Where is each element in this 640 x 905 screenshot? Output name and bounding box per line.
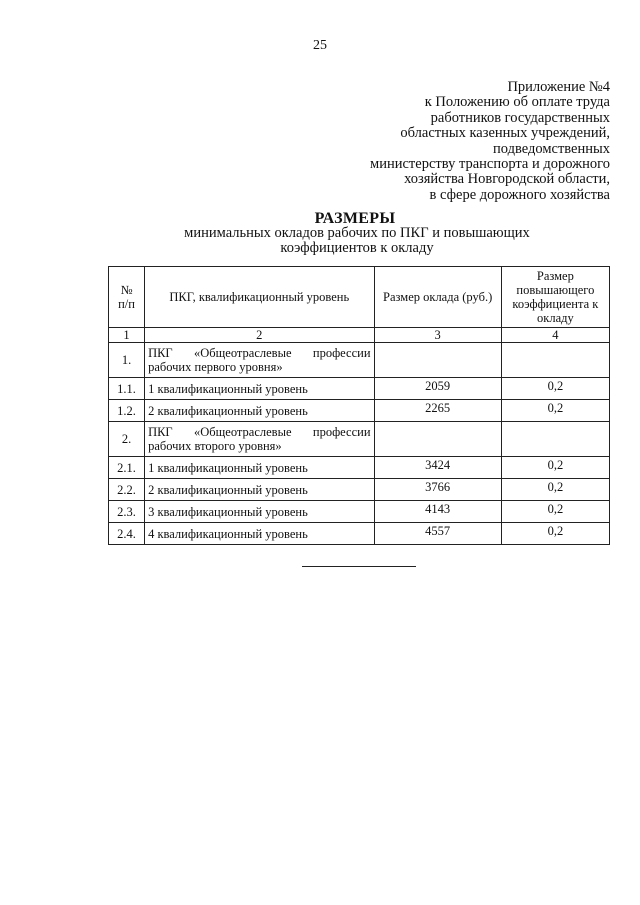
- salary-table: [108, 266, 610, 545]
- header-coef-line: Размер: [536, 269, 574, 283]
- group-name-line: ПКГ «Общеотраслевые профессии: [148, 425, 371, 439]
- column-index: 4: [501, 328, 609, 343]
- page-number: 25: [313, 38, 327, 53]
- table-row: [109, 378, 610, 400]
- group-name: [145, 343, 374, 378]
- footer-divider: [302, 566, 416, 567]
- column-index: 3: [374, 328, 501, 343]
- row-num: 2.1.: [109, 457, 145, 479]
- row-num: 1.1.: [109, 378, 145, 400]
- row-num: 2.4.: [109, 523, 145, 545]
- row-num: 2.2.: [109, 479, 145, 501]
- annex-block: [370, 80, 610, 203]
- row-name: 2 квалификационный уровень: [145, 479, 374, 501]
- row-name: 1 квалификационный уровень: [145, 378, 374, 400]
- group-name: [145, 422, 374, 457]
- row-coef: 0,2: [501, 501, 609, 523]
- row-salary: 4557: [374, 523, 501, 545]
- group-name-line: рабочих первого уровня»: [148, 360, 283, 374]
- group-coef: [501, 343, 609, 378]
- column-index: 1: [109, 328, 145, 343]
- document-title: РАЗМЕРЫ: [314, 210, 396, 227]
- header-num-symbol: №: [120, 283, 133, 297]
- row-salary: 3766: [374, 479, 501, 501]
- group-name-line: рабочих второго уровня»: [148, 439, 282, 453]
- header-coef: [501, 267, 609, 328]
- group-salary: [374, 343, 501, 378]
- column-index: 2: [145, 328, 374, 343]
- annex-line: Приложение №4: [507, 79, 610, 95]
- header-name: ПКГ, квалификационный уровень: [145, 267, 374, 328]
- header-num-text: п/п: [118, 297, 135, 311]
- annex-line: хозяйства Новгородской области,: [404, 171, 610, 188]
- group-row: [109, 422, 610, 457]
- row-coef: 0,2: [501, 378, 609, 400]
- table-header-row: [109, 267, 610, 328]
- column-index-row: [109, 328, 610, 343]
- header-num: [109, 267, 145, 328]
- annex-line: работников государственных: [430, 109, 610, 126]
- table-row: [109, 457, 610, 479]
- header-coef-line: повышающего: [516, 283, 595, 297]
- row-coef: 0,2: [501, 400, 609, 422]
- group-coef: [501, 422, 609, 457]
- document-subtitle: [0, 226, 640, 255]
- group-salary: [374, 422, 501, 457]
- table-row: [109, 523, 610, 545]
- group-num: 2.: [109, 422, 145, 457]
- row-num: 2.3.: [109, 501, 145, 523]
- group-num: 1.: [109, 343, 145, 378]
- row-salary: 4143: [374, 501, 501, 523]
- row-name: 3 квалификационный уровень: [145, 501, 374, 523]
- header-coef-line: окладу: [537, 311, 574, 325]
- subtitle-line: минимальных окладов рабочих по ПКГ и повышающих: [184, 225, 530, 241]
- table-row: [109, 501, 610, 523]
- row-num: 1.2.: [109, 400, 145, 422]
- row-coef: 0,2: [501, 479, 609, 501]
- row-salary: 2059: [374, 378, 501, 400]
- row-salary: 3424: [374, 457, 501, 479]
- row-coef: 0,2: [501, 457, 609, 479]
- annex-line: в сфере дорожного хозяйства: [429, 186, 610, 203]
- header-coef-line: коэффициента к: [512, 297, 599, 311]
- row-name: 4 квалификационный уровень: [145, 523, 374, 545]
- row-salary: 2265: [374, 400, 501, 422]
- group-name-line: ПКГ «Общеотраслевые профессии: [148, 346, 371, 360]
- annex-line: к Положению об оплате труда: [424, 94, 610, 111]
- annex-line: областных казенных учреждений,: [400, 125, 610, 142]
- group-row: [109, 343, 610, 378]
- subtitle-line: коэффициентов к окладу: [280, 239, 434, 256]
- row-name: 1 квалификационный уровень: [145, 457, 374, 479]
- header-salary: Размер оклада (руб.): [374, 267, 501, 328]
- annex-line: министерству транспорта и дорожного: [370, 156, 610, 173]
- table-row: [109, 400, 610, 422]
- annex-line: подведомственных: [493, 140, 610, 157]
- row-coef: 0,2: [501, 523, 609, 545]
- row-name: 2 квалификационный уровень: [145, 400, 374, 422]
- table-row: [109, 479, 610, 501]
